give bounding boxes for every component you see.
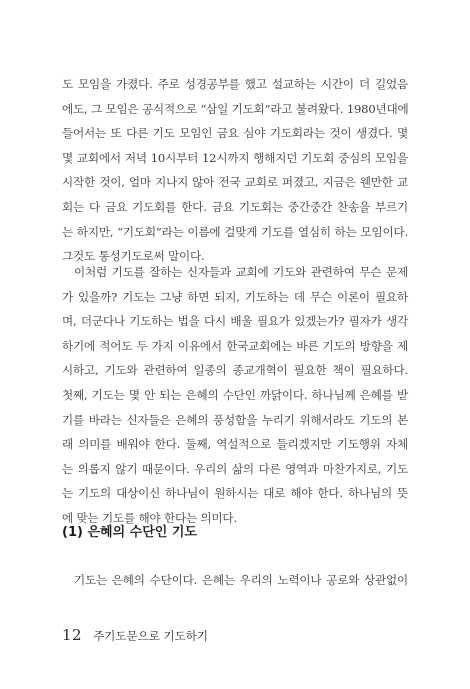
text-line: 첫째, 기도는 몇 안 되는 은혜의 수단인 까닭이다. 하나님께 은혜를 받 [62, 387, 408, 402]
text-line: 기를 바라는 신자들은 은혜의 풍성함을 누리기 위해서라도 기도의 본 [62, 412, 408, 427]
text-line: 하기에 적어도 두 가지 이유에서 한국교회에는 바른 기도의 방향을 제 [62, 338, 408, 353]
book-title: 주기도문으로 기도하기 [93, 629, 208, 643]
paragraph-3 [62, 568, 408, 593]
text-line: 에도, 그 모임은 공식적으로 “삼일 기도회”라고 불려왔다. 1980년대에 [62, 101, 409, 116]
text-line: 시하고, 기도와 관련하여 일종의 종교개혁이 필요한 책이 필요하다. [62, 363, 408, 378]
paragraph-2 [62, 260, 408, 531]
text-line: 시작한 것이, 얼마 지나지 않아 전국 교회로 퍼졌고, 지금은 웬만한 교 [62, 175, 408, 190]
text-line: 가 있을까? 기도는 그냥 하면 되지, 기도하는 데 무슨 이론이 필요하 [62, 289, 408, 304]
text-line: 기도는 은혜의 수단이다. 은혜는 우리의 노력이나 공로와 상관없이 [74, 573, 408, 587]
text-line: 에 맞는 기도를 해야 한다는 의미다. [62, 510, 237, 525]
text-line: 몇 교회에서 저녁 10시부터 12시까지 행해지던 기도회 중심의 모임을 [62, 150, 408, 165]
text-line: 는 기도의 대상이신 하나님이 원하시는 대로 해야 한다. 하나님의 뜻 [62, 486, 408, 501]
text-line: 며, 더군다나 기도하는 법을 다시 배울 필요가 있겠는가? 필자가 생각 [62, 314, 408, 329]
text-line: 래 의미를 배워야 한다. 둘째, 역설적으로 들리겠지만 기도행위 자체 [62, 437, 408, 452]
text-line: 이처럼 기도를 잘하는 신자들과 교회에 기도와 관련하여 무슨 문제 [74, 265, 408, 279]
text-line: 는 의롭지 않기 때문이다. 우리의 삶의 다른 영역과 마찬가지로, 기도 [62, 461, 408, 476]
page-footer [62, 625, 208, 644]
text-line: 들어서는 또 다른 기도 모임인 금요 심야 기도회라는 것이 생겼다. 몇 [62, 126, 408, 141]
text-line: 도 모임을 가졌다. 주로 성경공부를 했고 설교하는 시간이 더 길었음 [62, 77, 408, 91]
text-line: 그것도 통성기도로써 말이다. [62, 249, 205, 264]
text-line: 는 하지만, “기도회”라는 이름에 걸맞게 기도를 열심히 하는 모임이다. [62, 224, 408, 239]
text-line: 회는 다 금요 기도회를 한다. 금요 기도회는 중간중간 찬송을 부르기 [62, 199, 408, 214]
paragraph-1 [62, 72, 408, 269]
section-heading: (1) 은혜의 수단인 기도 [62, 525, 197, 540]
page-number: 12 [62, 626, 83, 644]
